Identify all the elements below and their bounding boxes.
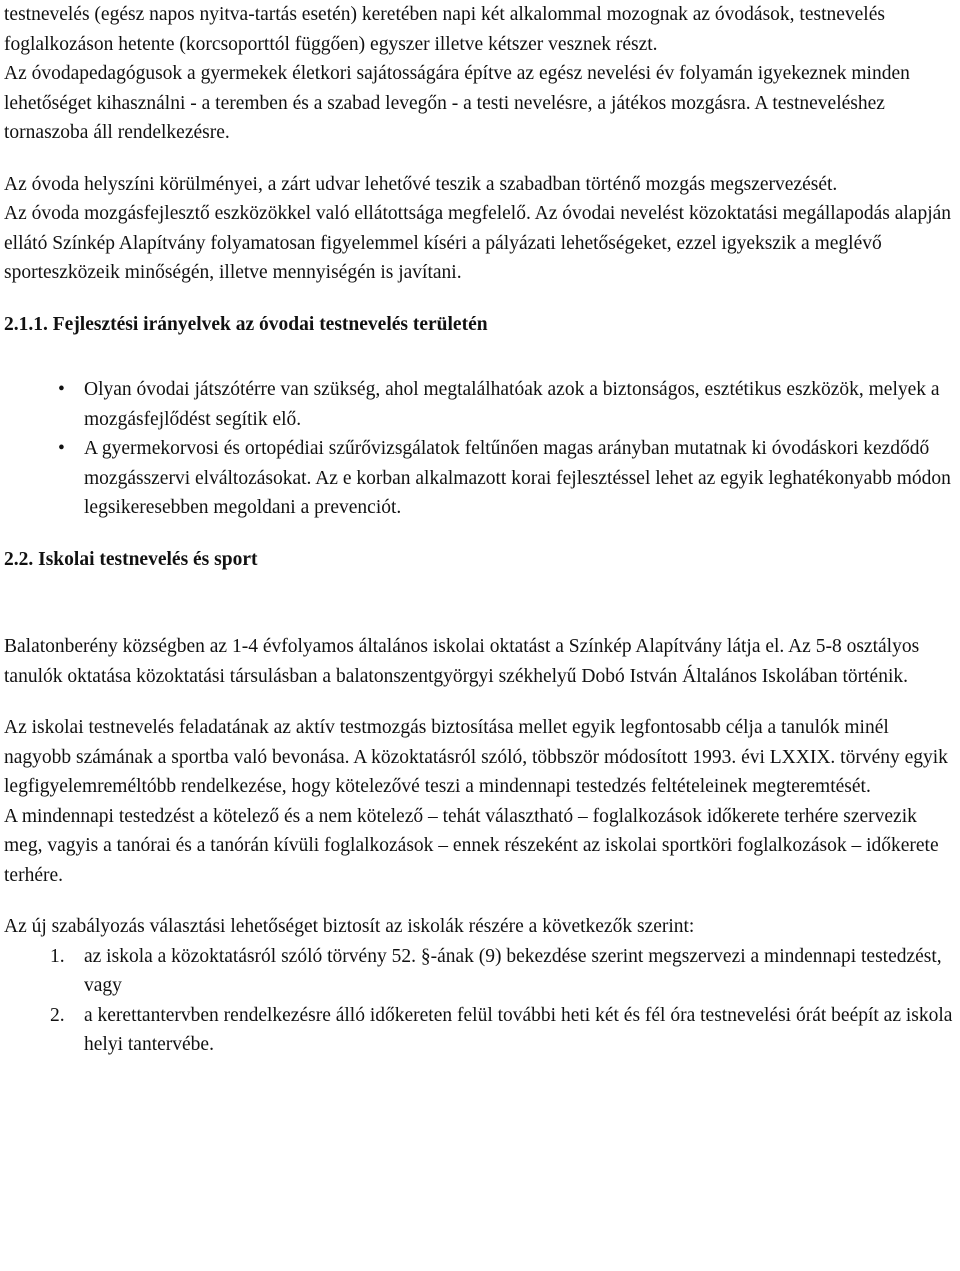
list-item-number: 2. [50, 1004, 65, 1026]
paragraph-new-regulation: Az új szabályozás választási lehetőséget biztosít az iskolák részére a következők szerint: [4, 916, 695, 937]
bullet-icon: • [58, 438, 65, 459]
spacer [4, 288, 956, 310]
paragraph-school-education: Balatonberény községben az 1-4 évfolyamos általános iskolai oktatást a Színkép Alapítvány látja el. Az 5-8 osztályos tanulók oktatása közoktatási társulásban a balatonszentgyörgyi székhelyű Dobó István Általános Iskolában történik. [4, 636, 920, 687]
paragraph-daily-exercise-timeframe: A mindennapi testedzést a kötelező és a nem kötelező – tehát választható – foglalkozások időkerete terhére szervezik meg, vagyis a tanórai és a tanórán kívüli foglalkozások – ennek részeként az iskolai sportköri foglalkozások – időkerete terhére. [4, 805, 939, 886]
section-heading-2-1-1: 2.1.1. Fejlesztési irányelvek az óvodai testnevelés területén [4, 313, 488, 335]
list-item-text: A gyermekorvosi és ortopédiai szűrővizsgálatok feltűnően magas arányban mutatnak ki óvodáskori kezdődő mozgásszervi elváltozásokat. Az e korban alkalmazott korai fejlesztéssel lehet az egyik leghatékonyabb módon legsikeresebben megoldani a prevenciót. [84, 438, 951, 518]
list-item-text: a kerettantervben rendelkezésre álló időkereten felül további heti két és fél óra testnevelési órát beépít az iskola helyi tantervébe. [84, 1004, 953, 1055]
list-item [4, 1001, 956, 1060]
paragraph-preschool-daily-movement: testnevelés (egész napos nyitva-tartás esetén) keretében napi két alkalommal mozognak az óvodások, testnevelés foglalkozáson hetente (korcsoporttól függően) egyszer illetve kétszer vesznek részt. [4, 4, 885, 55]
list-item-text: Olyan óvodai játszótérre van szükség, ahol megtalálhatóak azok a biztonságos, esztétikus eszközök, melyek a mozgásfejlődést segítik elő. [84, 379, 940, 430]
document-page [4, 0, 956, 1060]
spacer [4, 148, 956, 170]
paragraph-preschool-equipment: Az óvoda mozgásfejlesztő eszközökkel való ellátottsága megfelelő. Az óvodai nevelést közoktatási megállapodás alapján ellátó Színkép Alapítvány folyamatosan figyelemmel kíséri a pályázati lehetőségeket, ezzel igyekszik a meglévő sporteszközeik minőségén, illetve mennyiségén is javítani. [4, 203, 952, 283]
list-item [4, 434, 956, 523]
spacer [4, 691, 956, 713]
paragraph-preschool-teachers: Az óvodapedagógusok a gyermekek életkori sajátosságára építve az egész nevelési év folyamán igyekeznek minden lehetőséget kihasználni - a teremben és a szabad levegőn - a testi nevelésre, a játékos mozgásra. A testneveléshez tornaszoba áll rendelkezésre. [4, 63, 910, 143]
list-item-text: az iskola a közoktatásról szóló törvény 52. §-ának (9) bekezdése szerint megszervezi a mindennapi testedzést, vagy [84, 945, 942, 996]
regulation-options-list [4, 942, 956, 1060]
spacer [4, 523, 956, 545]
spacer [4, 339, 956, 375]
list-item-number: 1. [50, 945, 65, 967]
development-guidelines-list [4, 375, 956, 523]
spacer [4, 574, 956, 610]
spacer [4, 890, 956, 912]
section-heading-2-2: 2.2. Iskolai testnevelés és sport [4, 548, 258, 570]
spacer [4, 610, 956, 632]
list-item [4, 942, 956, 1001]
list-item [4, 375, 956, 434]
paragraph-preschool-location: Az óvoda helyszíni körülményei, a zárt udvar lehetővé teszik a szabadban történő mozgás megszervezését. [4, 173, 838, 195]
bullet-icon: • [58, 379, 65, 400]
paragraph-school-pe-goals: Az iskolai testnevelés feladatának az aktív testmozgás biztosítása mellet egyik legfontosabb célja a tanulók minél nagyobb számának a sportba való bevonása. A közoktatásról szóló, többször módosított 1993. évi LXXIX. törvény egyik legfigyelemreméltóbb rendelkezése, hogy kötelezővé teszi a mindennapi testedzés feltételeinek megteremtését. [4, 717, 948, 797]
